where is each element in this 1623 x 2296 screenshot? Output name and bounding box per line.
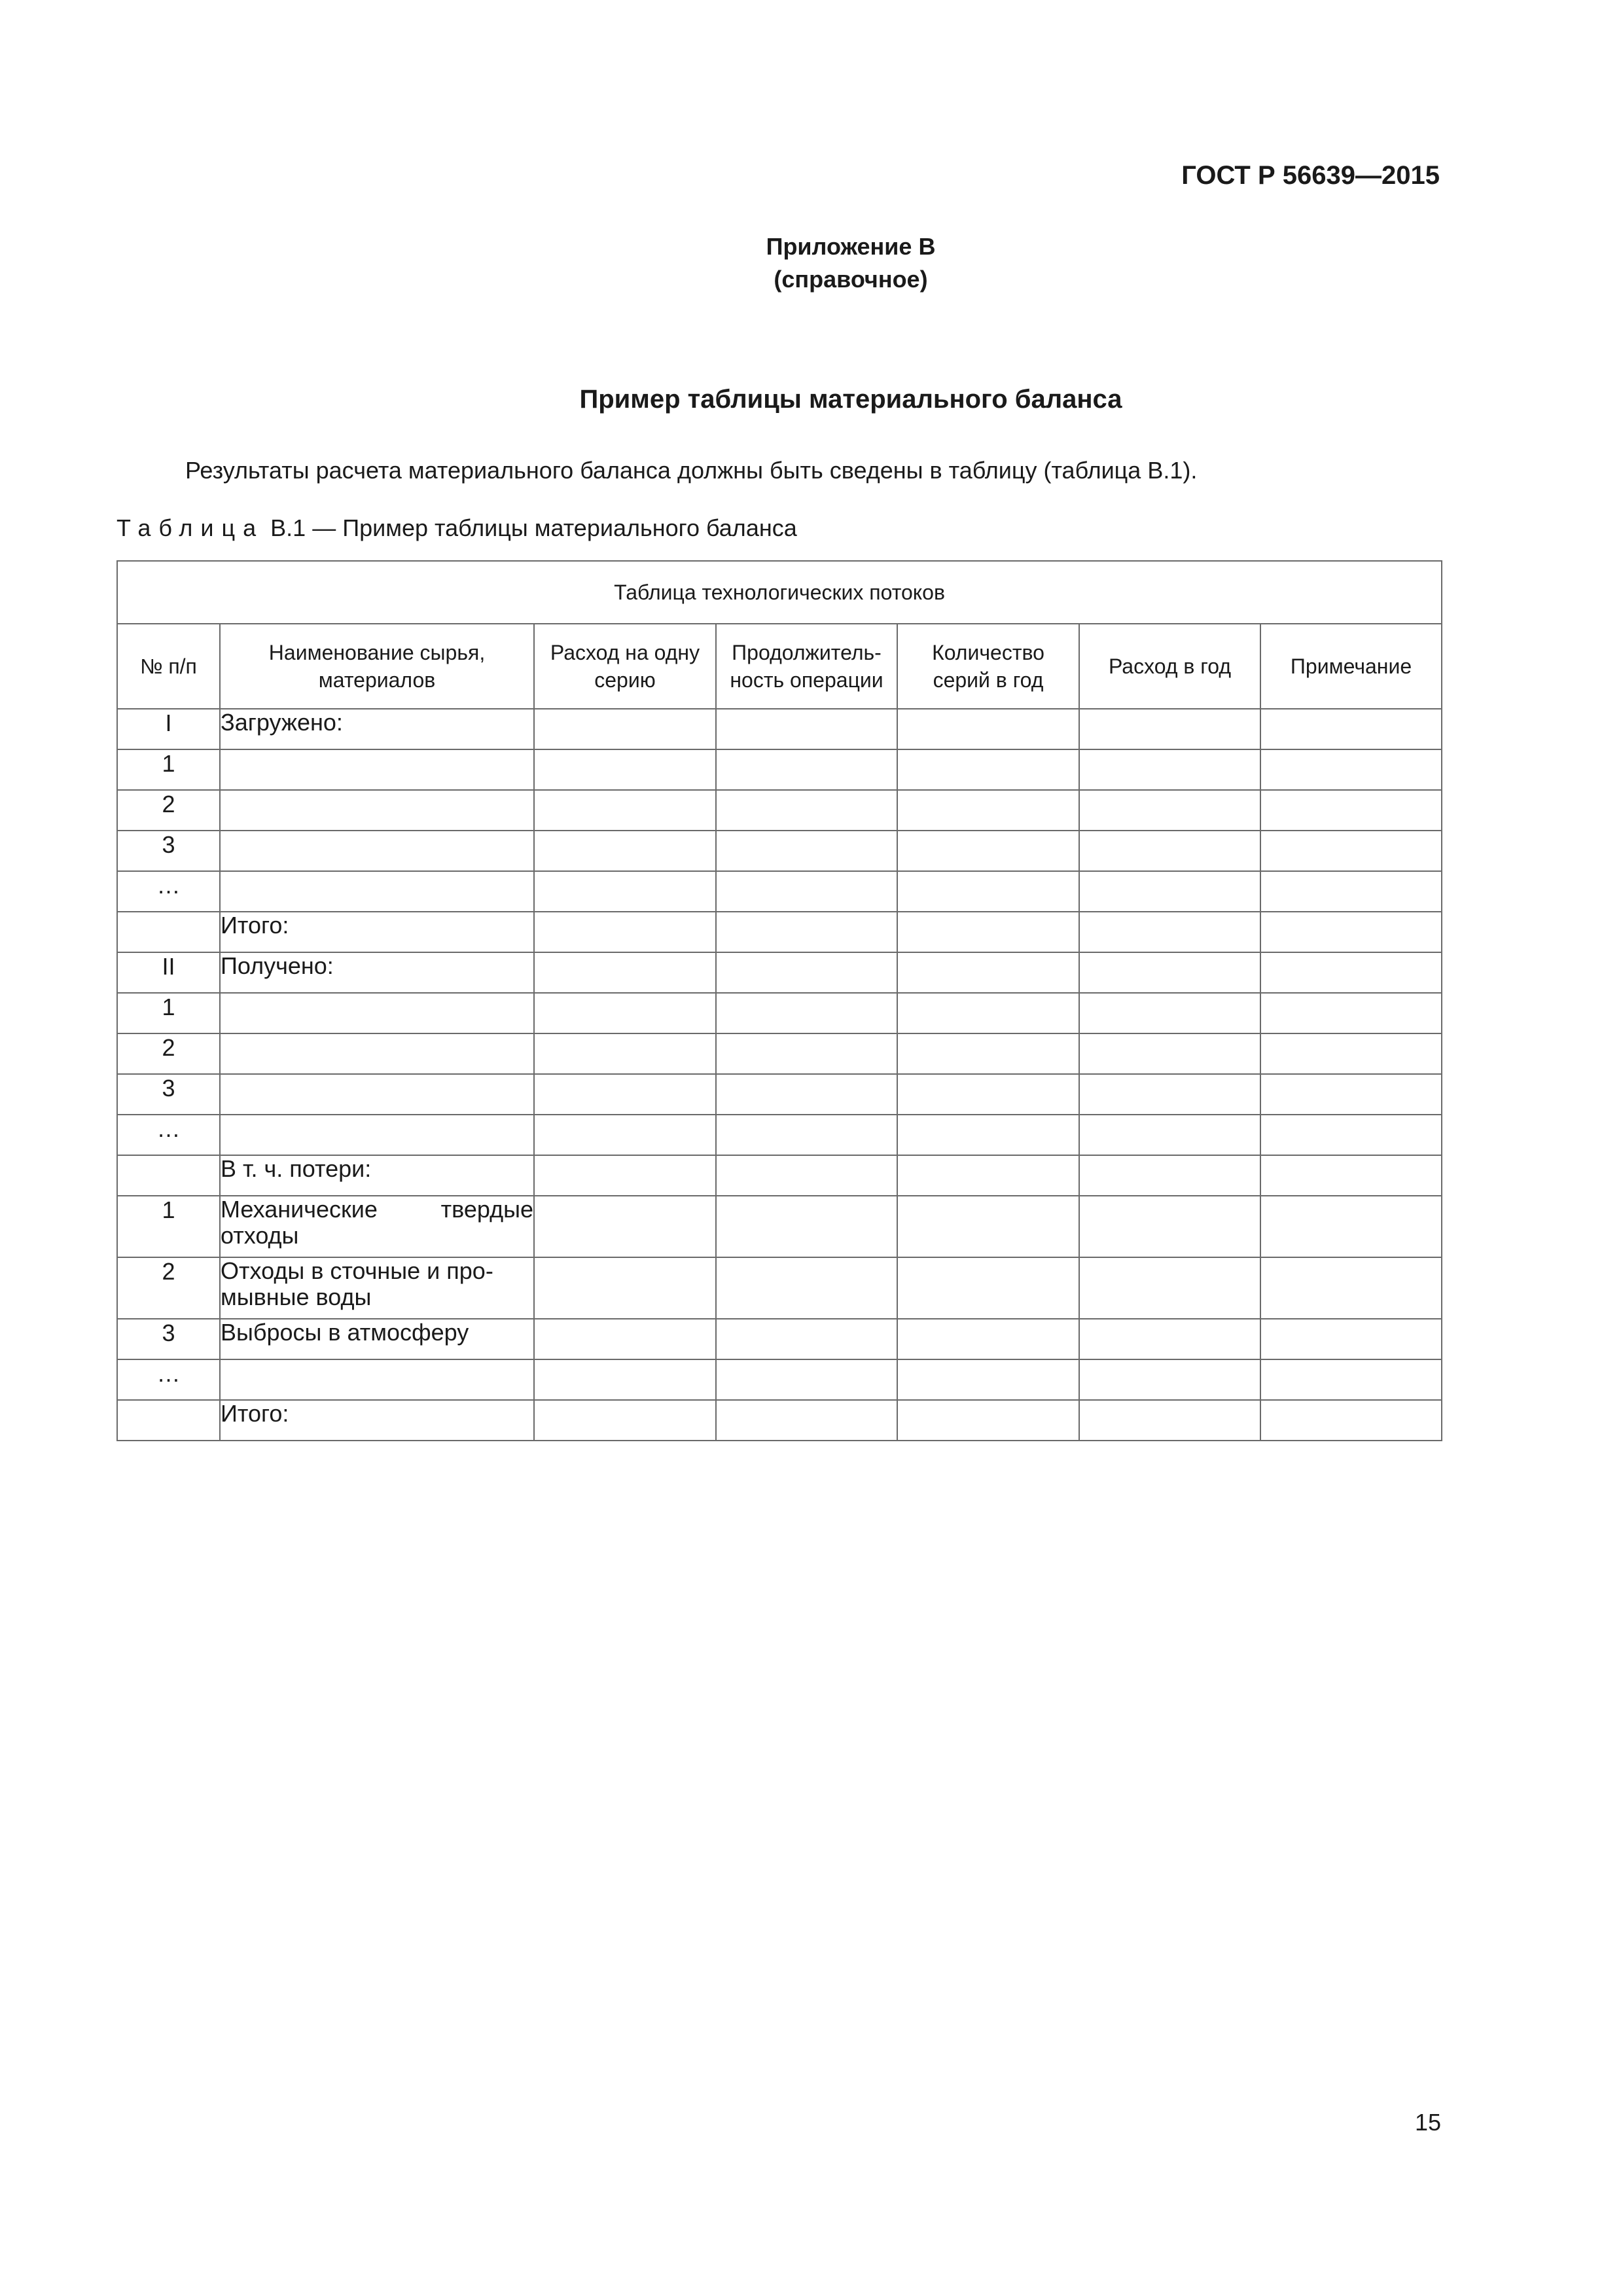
empty-cell xyxy=(1260,1257,1442,1319)
table-row xyxy=(117,871,1442,912)
row-number-cell: 2 xyxy=(117,1257,220,1319)
empty-cell xyxy=(1079,1033,1260,1074)
empty-cell xyxy=(716,1115,897,1155)
row-name-cell xyxy=(220,993,534,1033)
row-name-cell: Загружено: xyxy=(220,709,534,749)
empty-cell xyxy=(897,993,1079,1033)
empty-cell xyxy=(534,831,716,871)
row-name-cell xyxy=(220,1115,534,1155)
empty-cell xyxy=(716,871,897,912)
empty-cell xyxy=(897,871,1079,912)
empty-cell xyxy=(897,709,1079,749)
empty-cell xyxy=(1079,1074,1260,1115)
empty-cell xyxy=(534,1196,716,1257)
row-number-cell: 2 xyxy=(117,790,220,831)
empty-cell xyxy=(1260,1033,1442,1074)
row-number-cell: … xyxy=(117,1359,220,1400)
row-number-cell: 3 xyxy=(117,1319,220,1359)
empty-cell xyxy=(1260,709,1442,749)
empty-cell xyxy=(1260,912,1442,952)
row-number-cell: 2 xyxy=(117,1033,220,1074)
empty-cell xyxy=(534,1115,716,1155)
table-row xyxy=(117,1155,1442,1196)
table-row xyxy=(117,790,1442,831)
empty-cell xyxy=(716,952,897,993)
table-row xyxy=(117,1257,1442,1319)
empty-cell xyxy=(1079,1115,1260,1155)
empty-cell xyxy=(1079,952,1260,993)
empty-cell xyxy=(897,1115,1079,1155)
empty-cell xyxy=(897,831,1079,871)
row-number-cell xyxy=(117,912,220,952)
empty-cell xyxy=(534,1155,716,1196)
table-row xyxy=(117,1400,1442,1441)
row-number-cell: … xyxy=(117,871,220,912)
empty-cell xyxy=(534,1359,716,1400)
row-name-cell xyxy=(220,871,534,912)
table-row xyxy=(117,912,1442,952)
empty-cell xyxy=(1079,871,1260,912)
empty-cell xyxy=(716,1359,897,1400)
empty-cell xyxy=(716,790,897,831)
annex-status: (справочное) xyxy=(774,266,928,293)
row-number-cell: 3 xyxy=(117,831,220,871)
empty-cell xyxy=(1260,1155,1442,1196)
empty-cell xyxy=(1079,1359,1260,1400)
row-number-cell xyxy=(117,1400,220,1441)
row-number-cell xyxy=(117,1155,220,1196)
table-row xyxy=(117,1033,1442,1074)
annex-heading xyxy=(0,230,1623,296)
col-header-per-year: Расход в год xyxy=(1079,624,1260,709)
table-row xyxy=(117,952,1442,993)
empty-cell xyxy=(1260,952,1442,993)
row-name-cell: Итого: xyxy=(220,912,534,952)
row-name-cell: Получено: xyxy=(220,952,534,993)
table-row xyxy=(117,831,1442,871)
empty-cell xyxy=(1260,790,1442,831)
empty-cell xyxy=(897,952,1079,993)
empty-cell xyxy=(534,1400,716,1441)
empty-cell xyxy=(1260,1319,1442,1359)
col-header-series-per-year: Количество серий в год xyxy=(897,624,1079,709)
row-name-cell: Итого: xyxy=(220,1400,534,1441)
empty-cell xyxy=(1260,1400,1442,1441)
empty-cell xyxy=(1079,912,1260,952)
table-row xyxy=(117,1319,1442,1359)
empty-cell xyxy=(897,1359,1079,1400)
table-row xyxy=(117,1115,1442,1155)
row-number-cell: … xyxy=(117,1115,220,1155)
empty-cell xyxy=(716,912,897,952)
annex-title: Пример таблицы материального баланса xyxy=(579,385,1122,414)
empty-cell xyxy=(897,1155,1079,1196)
empty-cell xyxy=(897,1033,1079,1074)
empty-cell xyxy=(716,1074,897,1115)
table-caption-row: Таблица технологических потоков xyxy=(117,561,1442,624)
empty-cell xyxy=(1260,1359,1442,1400)
empty-cell xyxy=(534,1074,716,1115)
empty-cell xyxy=(534,993,716,1033)
empty-cell xyxy=(1079,709,1260,749)
empty-cell xyxy=(716,1400,897,1441)
row-number-cell: 1 xyxy=(117,993,220,1033)
empty-cell xyxy=(1079,1196,1260,1257)
empty-cell xyxy=(534,952,716,993)
row-name-cell: Отходы в сточные и про-мывные воды xyxy=(220,1257,534,1319)
empty-cell xyxy=(716,1196,897,1257)
row-name-cell: В т. ч. потери: xyxy=(220,1155,534,1196)
row-name-cell xyxy=(220,790,534,831)
empty-cell xyxy=(534,749,716,790)
document-code: ГОСТ Р 56639—2015 xyxy=(1181,161,1440,190)
row-name-cell xyxy=(220,1359,534,1400)
col-header-number: № п/п xyxy=(117,624,220,709)
empty-cell xyxy=(1260,1115,1442,1155)
col-header-note: Примечание xyxy=(1260,624,1442,709)
table-caption-prefix: Таблица xyxy=(116,514,264,541)
empty-cell xyxy=(897,1257,1079,1319)
empty-cell xyxy=(1260,871,1442,912)
empty-cell xyxy=(1079,749,1260,790)
page-number: 15 xyxy=(1414,2109,1441,2136)
empty-cell xyxy=(1260,993,1442,1033)
row-name-cell xyxy=(220,1074,534,1115)
table-row xyxy=(117,1196,1442,1257)
empty-cell xyxy=(1260,1196,1442,1257)
empty-cell xyxy=(897,790,1079,831)
row-name-cell: Выбросы в атмосферу xyxy=(220,1319,534,1359)
table-caption xyxy=(116,514,797,542)
empty-cell xyxy=(716,1033,897,1074)
empty-cell xyxy=(534,912,716,952)
empty-cell xyxy=(534,1033,716,1074)
empty-cell xyxy=(897,912,1079,952)
table-row xyxy=(117,709,1442,749)
table-row xyxy=(117,1359,1442,1400)
empty-cell xyxy=(716,749,897,790)
empty-cell xyxy=(716,831,897,871)
empty-cell xyxy=(534,790,716,831)
table-body xyxy=(117,709,1442,1441)
empty-cell xyxy=(1260,1074,1442,1115)
col-header-name: Наименование сырья, материалов xyxy=(220,624,534,709)
col-header-per-series: Расход на одну серию xyxy=(534,624,716,709)
empty-cell xyxy=(897,1319,1079,1359)
empty-cell xyxy=(1079,790,1260,831)
empty-cell xyxy=(1079,1319,1260,1359)
table-row xyxy=(117,749,1442,790)
empty-cell xyxy=(534,1257,716,1319)
empty-cell xyxy=(534,1319,716,1359)
empty-cell xyxy=(716,709,897,749)
empty-cell xyxy=(534,709,716,749)
empty-cell xyxy=(534,871,716,912)
empty-cell xyxy=(897,1074,1079,1115)
table-row xyxy=(117,993,1442,1033)
table-caption-text: В.1 — Пример таблицы материального баланса xyxy=(270,514,797,541)
empty-cell xyxy=(1079,1257,1260,1319)
empty-cell xyxy=(897,1400,1079,1441)
table-row xyxy=(117,1074,1442,1115)
row-name-cell xyxy=(220,1033,534,1074)
empty-cell xyxy=(1079,993,1260,1033)
empty-cell xyxy=(1260,831,1442,871)
empty-cell xyxy=(897,1196,1079,1257)
annex-label: Приложение В xyxy=(766,233,936,260)
empty-cell xyxy=(716,1319,897,1359)
row-number-cell: 1 xyxy=(117,749,220,790)
row-number-cell: I xyxy=(117,709,220,749)
intro-paragraph: Результаты расчета материального баланса должны быть сведены в таблицу (таблица В.1). xyxy=(185,457,1198,484)
row-name-cell: Механические твердые отходы xyxy=(220,1196,534,1257)
material-balance-table xyxy=(116,560,1442,1441)
empty-cell xyxy=(1079,831,1260,871)
empty-cell xyxy=(1079,1400,1260,1441)
col-header-duration: Продолжитель-ность операции xyxy=(716,624,897,709)
row-number-cell: 3 xyxy=(117,1074,220,1115)
empty-cell xyxy=(1260,749,1442,790)
empty-cell xyxy=(716,993,897,1033)
empty-cell xyxy=(1079,1155,1260,1196)
row-number-cell: 1 xyxy=(117,1196,220,1257)
empty-cell xyxy=(897,749,1079,790)
row-number-cell: II xyxy=(117,952,220,993)
empty-cell xyxy=(716,1155,897,1196)
row-name-cell xyxy=(220,749,534,790)
empty-cell xyxy=(716,1257,897,1319)
row-name-cell xyxy=(220,831,534,871)
